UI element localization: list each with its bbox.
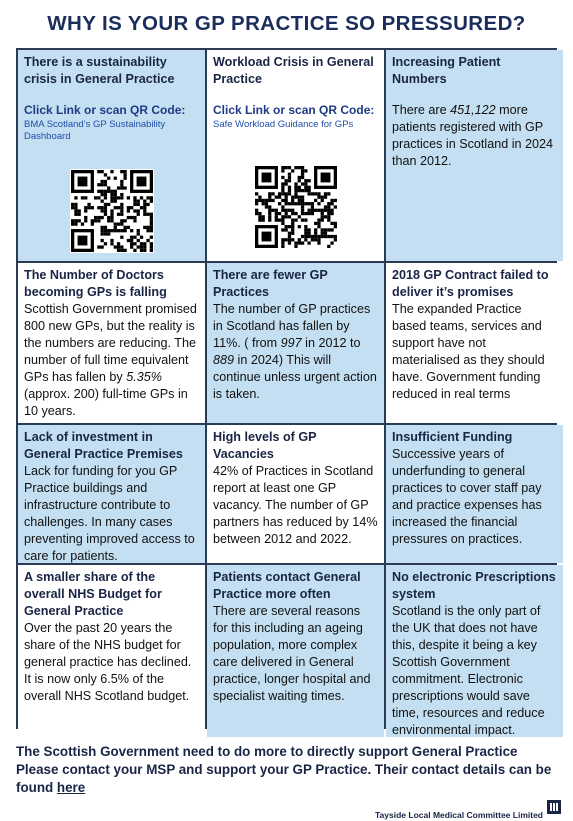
card-heading: There are fewer GP Practices — [213, 268, 328, 299]
card-heading: 2018 GP Contract failed to deliver it’s promises — [392, 268, 549, 299]
card-body: Over the past 20 years the share of the NHS budget for general practice has declined. It is now only 6.5% of the overall NHS Scotland budget. — [24, 621, 192, 703]
card-body: 42% of Practices in Scotland report at least one GP vacancy. The number of GP partners has reduced by 14% between 2012 and 2022. — [213, 464, 378, 546]
card-heading: Workload Crisis in General Practice — [213, 55, 374, 86]
card-heading: Patients contact General Practice more often — [213, 570, 361, 601]
card-funding — [386, 425, 563, 563]
card-contract-2018 — [386, 263, 563, 423]
card-heading: No electronic Prescriptions system — [392, 570, 556, 601]
card-heading: A smaller share of the overall NHS Budget for General Practice — [24, 570, 162, 618]
card-prescriptions — [386, 565, 563, 737]
footer-line-1: The Scottish Government need to do more to directly support General Practice — [16, 744, 518, 759]
card-body: Lack for funding for you GP Practice buildings and infrastructure contribute to challenges. In many cases preventing improved access to care for patients. — [24, 464, 195, 563]
qr-code-icon[interactable] — [254, 165, 338, 249]
card-body: Scotland is the only part of the UK that does not have this, despite it being a key Scottish Government commitment. Electronic prescriptions would save time, resources and reduce environmental impact. — [392, 604, 545, 737]
card-body: There are 451,122 more patients registered with GP practices in Scotland in 2024 than 2012. — [392, 103, 554, 168]
card-vacancies — [207, 425, 384, 563]
card-heading: Insufficient Funding — [392, 430, 513, 444]
lmc-logo-icon — [547, 800, 561, 814]
workload-guidance-link[interactable]: Safe Workload Guidance for GPs — [213, 119, 354, 130]
card-patient-contact — [207, 565, 384, 737]
card-heading: High levels of GP Vacancies — [213, 430, 317, 461]
card-heading: Lack of investment in General Practice Premises — [24, 430, 183, 461]
card-body: Successive years of underfunding to general practices to cover staff pay and practice expenses has increased the financial pressures on practices. — [392, 447, 542, 546]
card-cta: Click Link or scan QR Code: — [24, 103, 186, 117]
page-title: WHY IS YOUR GP PRACTICE SO PRESSURED? — [47, 12, 526, 35]
card-heading: The Number of Doctors becoming GPs is falling — [24, 268, 167, 299]
card-nhs-budget — [18, 565, 205, 737]
card-body: The expanded Practice based teams, services and support have not materialised as they should have. Government funding reduced in real terms — [392, 302, 545, 401]
footer-message — [16, 743, 557, 797]
here-link[interactable]: here — [56, 780, 86, 795]
card-heading: There is a sustainability crisis in General Practice — [24, 55, 175, 86]
card-fewer-practices — [207, 263, 384, 423]
organisation-name: Tayside Local Medical Committee Limited — [375, 810, 543, 820]
info-grid — [16, 48, 557, 737]
card-workload — [207, 50, 384, 261]
qr-code-icon[interactable] — [70, 169, 154, 253]
card-patient-numbers — [386, 50, 563, 261]
card-body: There are several reasons for this including an ageing population, more complex care delivered in General practice, longer hospital and specialist waiting times. — [213, 604, 371, 703]
card-heading: Increasing Patient Numbers — [392, 55, 501, 86]
card-doctors-falling — [18, 263, 205, 423]
footer-line-2: Please contact your MSP and support your GP Practice. Their contact details can be found here — [16, 762, 552, 795]
card-sustainability — [18, 50, 205, 261]
card-body: Scottish Government promised 800 new GPs, but the reality is the numbers are reducing. The number of full time equivalent GPs has fallen by 5.35% (approx. 200) full-time GPs in 10 years. — [24, 302, 197, 418]
card-premises — [18, 425, 205, 563]
dashboard-link[interactable]: BMA Scotland’s GP Sustainability Dashboard — [24, 119, 166, 142]
card-body: The number of GP practices in Scotland has fallen by 11%. ( from 997 in 2012 to 889 in 2024) This will continue unless urgent action is taken. — [213, 302, 377, 401]
card-cta: Click Link or scan QR Code: — [213, 103, 375, 117]
